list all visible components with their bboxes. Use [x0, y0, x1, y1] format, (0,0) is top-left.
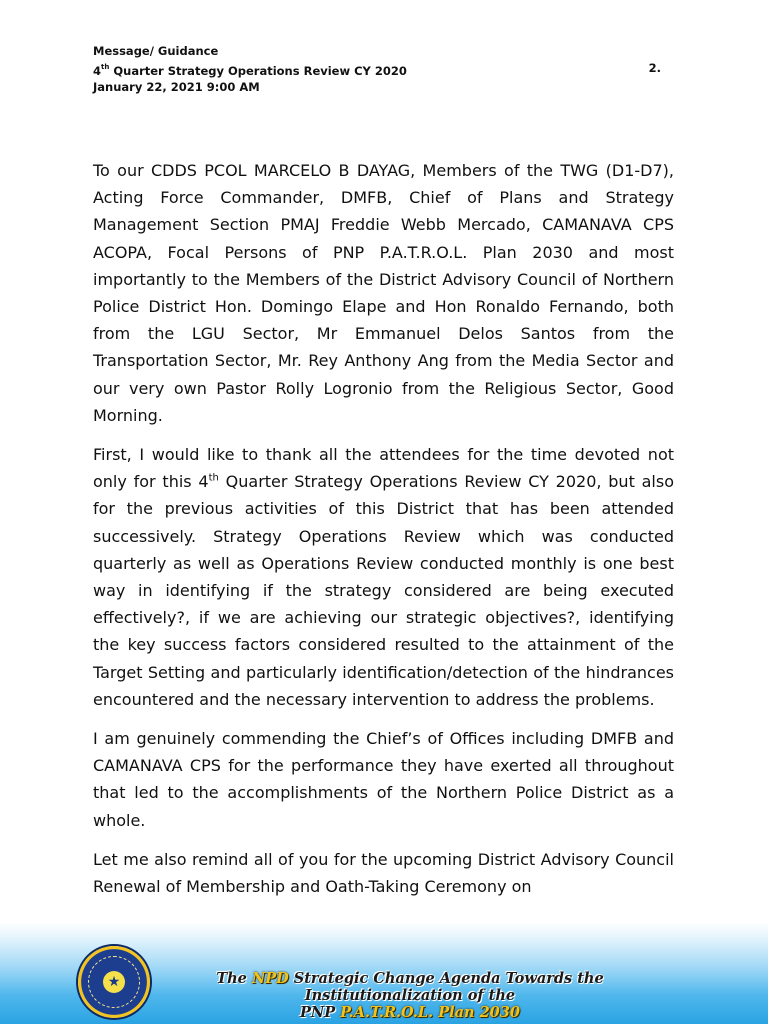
seal-emblem-icon: ★ — [103, 971, 125, 993]
paragraph-commendation: I am genuinely commending the Chief’s of Offices including DMFB and CAMANAVA CPS for the performance they have exerted all throughout that led to the accomplishments of the Northern Police District as a whole. — [93, 729, 674, 830]
tagline-line-2: PNP P.A.T.R.O.L. Plan 2030 — [300, 1004, 520, 1021]
document-body — [93, 157, 674, 912]
header-subtitle: 4th Quarter Strategy Operations Review CY 2020 2. — [93, 60, 661, 78]
header-title: Message/ Guidance — [93, 44, 219, 58]
document-header — [93, 43, 663, 95]
header-date: January 22, 2021 9:00 AM — [93, 79, 260, 94]
page-number: 2. — [648, 60, 661, 75]
paragraph-reminder: Let me also remind all of you for the upcoming District Advisory Council Renewal of Membership and Oath-Taking Ceremony on — [93, 849, 674, 897]
footer-tagline — [150, 970, 670, 1021]
paragraph-thanks: First, I would like to thank all the attendees for the time devoted not only for this 4th Quarter Strategy Operations Review CY 2020, but also for the previous activities of this District that has been attended successively. Strategy Operations Review which was conducted quarterly as well as Operations Review conducted monthly is one best way in identifying if the strategy considered are being executed effectively?, if we are achieving our strategic objectives?, identifying the key success factors considered resulted to the attainment of the Target Setting and particularly identification/detection of the hindrances encountered and the necessary intervention to address the problems. — [93, 445, 674, 709]
tagline-line-1: The NPD Strategic Change Agenda Towards the Institutionalization of the — [216, 970, 604, 1004]
paragraph-greeting: To our CDDS PCOL MARCELO B DAYAG, Members of the TWG (D1-D7), Acting Force Commander, DMFB, Chief of Plans and Strategy Management Section PMAJ Freddie Webb Mercado, CAMANAVA CPS ACOPA, Focal Persons of PNP P.A.T.R.O.L. Plan 2030 and most importantly to the Members of the District Advisory Council of Northern Police District Hon. Domingo Elape and Hon Ronaldo Fernando, both from the LGU Sector, Mr Emmanuel Delos Santos from the Transportation Sector, Mr. Rey Anthony Ang from the Media Sector and our very own Pastor Rolly Logronio from the Religious Sector, Good Morning. — [93, 161, 674, 425]
